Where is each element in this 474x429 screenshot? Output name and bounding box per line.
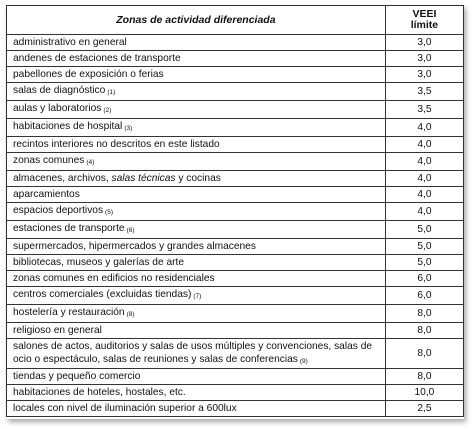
zone-cell [7, 255, 386, 271]
table-row [7, 67, 464, 83]
zone-name: hostelería y restauración [13, 307, 125, 318]
table-row [7, 153, 464, 171]
zone-name-italic: salas técnicas [111, 173, 176, 184]
veei-value: 8,0 [385, 369, 463, 385]
veei-value: 3,0 [385, 67, 463, 83]
zone-name: andenes de estaciones de transporte [13, 53, 181, 64]
zone-name: almacenes, archivos, [13, 173, 112, 184]
zone-name: salas de diagnóstico [13, 85, 106, 96]
zone-cell [7, 153, 386, 171]
zone-name: zonas comunes [13, 155, 85, 166]
veei-value: 3,0 [385, 51, 463, 67]
footnote-marker: (3) [124, 125, 133, 132]
footnote-marker: (8) [126, 311, 135, 318]
zone-name: pabellones de exposición o ferias [13, 69, 164, 80]
veei-value: 8,0 [385, 323, 463, 339]
table-row [7, 119, 464, 137]
footnote-marker: (6) [126, 227, 135, 234]
zone-cell [7, 171, 386, 187]
table-row [7, 323, 464, 339]
veei-value: 3,5 [385, 101, 463, 119]
footnote-marker: (4) [86, 159, 95, 166]
zone-cell [7, 83, 386, 101]
zone-name: habitaciones de hoteles, hostales, etc. [13, 387, 186, 398]
table-row [7, 401, 464, 417]
zone-name: habitaciones de hospital [13, 121, 123, 132]
zone-cell [7, 323, 386, 339]
table-row [7, 35, 464, 51]
header-limit-label: límite [410, 19, 439, 31]
veei-value: 4,0 [385, 203, 463, 221]
veei-value: 4,0 [385, 171, 463, 187]
veei-value: 6,0 [385, 287, 463, 305]
table-body [7, 35, 464, 417]
veei-table [6, 5, 464, 417]
zone-cell [7, 101, 386, 119]
zone-name: locales con nivel de iluminación superior a 600lux [13, 403, 237, 414]
footnote-marker: (1) [107, 89, 116, 96]
zone-name: recintos interiores no descritos en este listado [13, 139, 220, 150]
veei-value: 5,0 [385, 239, 463, 255]
table-row [7, 255, 464, 271]
veei-value: 4,0 [385, 137, 463, 153]
zone-name-suffix: y cocinas [175, 173, 221, 184]
zone-cell [7, 305, 386, 323]
table-row [7, 305, 464, 323]
footnote-marker: (2) [103, 107, 112, 114]
table-row [7, 239, 464, 255]
table-row [7, 287, 464, 305]
veei-value: 8,0 [385, 305, 463, 323]
veei-value: 5,0 [385, 255, 463, 271]
zone-name: estaciones de transporte [13, 223, 125, 234]
zone-cell [7, 35, 386, 51]
zone-name: espacios deportivos [13, 205, 104, 216]
zone-cell [7, 137, 386, 153]
footnote-marker: (7) [193, 293, 202, 300]
table-row [7, 271, 464, 287]
footnote-marker: (5) [105, 209, 113, 216]
veei-value: 10,0 [385, 385, 463, 401]
veei-value: 2,5 [385, 401, 463, 417]
table-row [7, 339, 464, 369]
zone-name: supermercados, hipermercados y grandes almacenes [13, 241, 256, 252]
zone-cell [7, 401, 386, 417]
zone-cell [7, 271, 386, 287]
zone-name: aparcamientos [13, 189, 80, 200]
table-row [7, 385, 464, 401]
header-veei-label: VEEI [412, 8, 437, 20]
zone-cell [7, 119, 386, 137]
zone-cell [7, 385, 386, 401]
zone-cell [7, 287, 386, 305]
table-row [7, 187, 464, 203]
veei-table-frame [6, 5, 464, 419]
veei-value: 6,0 [385, 271, 463, 287]
zone-cell [7, 67, 386, 83]
zone-name: zonas comunes en edificios no residenciales [13, 273, 215, 284]
zone-name: religioso en general [13, 325, 102, 336]
zone-name: aulas y laboratorios [13, 103, 102, 114]
zone-name: bibliotecas, museos y galerías de arte [13, 257, 185, 268]
table-row [7, 137, 464, 153]
zone-cell [7, 339, 386, 369]
table-row [7, 369, 464, 385]
veei-value: 8,0 [385, 339, 463, 369]
table-row [7, 221, 464, 239]
zone-cell [7, 221, 386, 239]
zone-name: centros comerciales (excluidas tiendas) [13, 289, 192, 300]
header-veei [385, 6, 463, 35]
footnote-marker: (9) [299, 357, 308, 365]
zone-name: administrativo en general [13, 37, 127, 48]
table-row [7, 171, 464, 187]
veei-value: 3,0 [385, 35, 463, 51]
header-zones: Zonas de actividad diferenciada [7, 6, 386, 35]
table-header-row [7, 6, 464, 35]
veei-value: 5,0 [385, 221, 463, 239]
veei-value: 4,0 [385, 119, 463, 137]
zone-name: tiendas y pequeño comercio [13, 371, 141, 382]
zone-cell [7, 369, 386, 385]
veei-value: 4,0 [385, 187, 463, 203]
table-row [7, 83, 464, 101]
zone-cell [7, 187, 386, 203]
veei-value: 3,5 [385, 83, 463, 101]
zone-cell [7, 51, 386, 67]
veei-value: 4,0 [385, 153, 463, 171]
table-row [7, 51, 464, 67]
zone-cell [7, 203, 386, 221]
table-row [7, 203, 464, 221]
zone-name: salones de actos, auditorios y salas de usos múltiples y convenciones, salas de ocio o espectáculo, salas de reuniones y salas de conferencias [13, 340, 373, 365]
zone-cell [7, 239, 386, 255]
table-row [7, 101, 464, 119]
